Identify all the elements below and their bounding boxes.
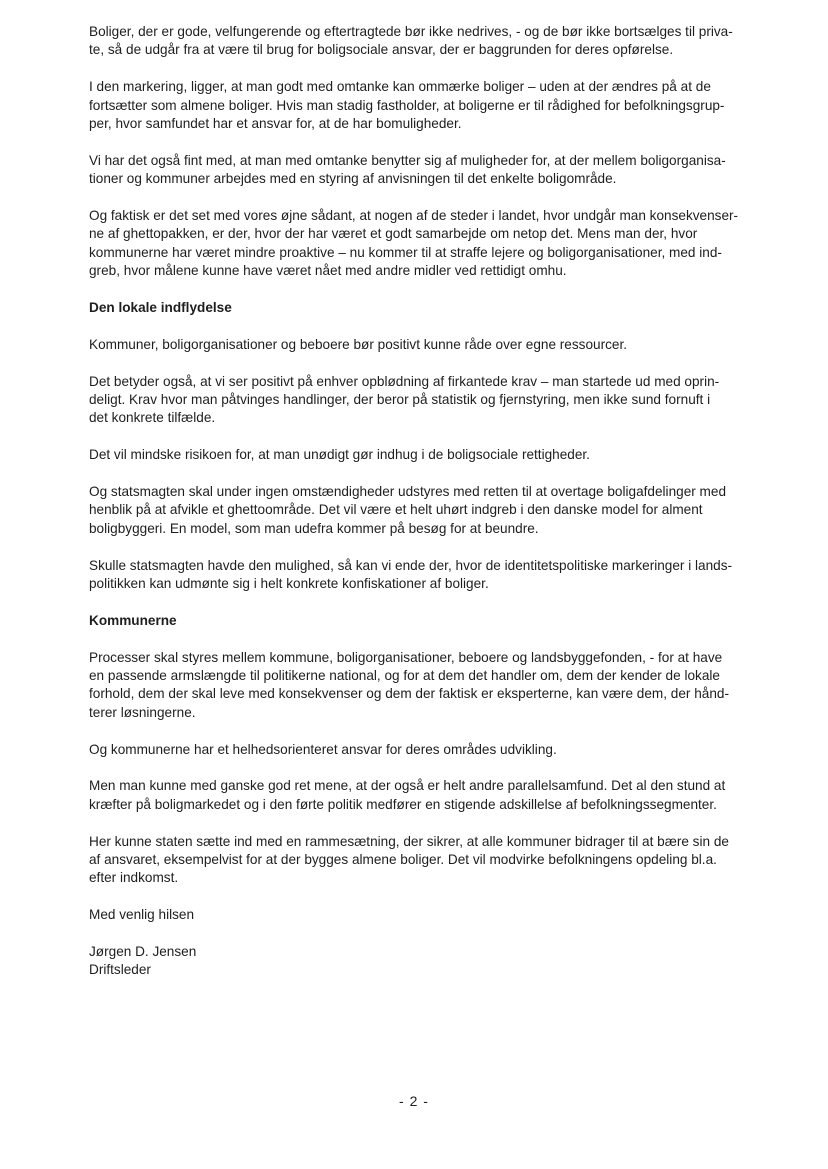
paragraph xyxy=(89,649,753,723)
text-line: Og statsmagten skal under ingen omstændigheder udstyres med retten til at overtage boligafdelinger med xyxy=(89,484,727,500)
text-line: te, så de udgår fra at være til brug for boligsociale ansvar, der er baggrunden for deres opførelse. xyxy=(89,42,674,58)
text-line: tioner og kommuner arbejdes med en styring af anvisningen til det enkelte boligområde. xyxy=(89,171,617,187)
text-line: boligbyggeri. En model, som man udefra kommer på besøg for at beundre. xyxy=(89,520,539,536)
paragraph xyxy=(89,78,753,133)
text-line: Men man kunne med ganske god ret mene, at der også er helt andre parallelsamfund. Det al den stund at xyxy=(89,778,726,794)
text-line: henblik på at afvikle et ghettoområde. Det vil være et helt uhørt indgreb i den danske model for alment xyxy=(89,502,703,518)
text-line: Og kommunerne har et helhedsorienteret ansvar for deres områdes udvikling. xyxy=(89,741,557,757)
text-line: politikken kan udmønte sig i helt konkrete konfiskationer af boliger. xyxy=(89,576,489,592)
text-line: kræfter på boligmarkedet og i den førte politik medfører en stigende adskillelse af befolkningssegmenter. xyxy=(89,796,717,812)
text-line: Vi har det også fint med, at man med omtanke benytter sig af muligheder for, at der mellem boligorganisa- xyxy=(89,152,726,168)
paragraph xyxy=(89,23,753,60)
paragraph xyxy=(89,777,753,814)
signature-block xyxy=(89,943,753,980)
text-line: Her kunne staten sætte ind med en rammesætning, der sikrer, at alle kommuner bidrager til at bære sin de xyxy=(89,833,729,849)
text-line: I den markering, ligger, at man godt med omtanke kan ommærke boliger – uden at der ændres på at de xyxy=(89,79,711,95)
letter-body xyxy=(89,23,753,980)
text-line: terer løsningerne. xyxy=(89,704,196,720)
text-line: efter indkomst. xyxy=(89,870,179,886)
text-line: fortsætter som almene boliger. Hvis man stadig fastholder, at boligerne er til rådighed for befolkningsgrup- xyxy=(89,97,725,113)
page-number: - 2 - xyxy=(399,1093,429,1109)
text-line: af ansvaret, eksempelvist for at der bygges almene boliger. Det vil modvirke befolkningens opdeling bl.a. xyxy=(89,852,717,868)
section-heading-municipalities: Kommunerne xyxy=(89,612,177,628)
paragraph xyxy=(89,336,753,354)
signature-title: Driftsleder xyxy=(89,962,151,978)
text-line: kommunerne har været mindre proaktive – nu kommer til at straffe lejere og boligorganisationer, med ind- xyxy=(89,244,722,260)
paragraph xyxy=(89,741,753,759)
text-line: greb, hvor målene kunne have været nået med andre midler ved rettidigt omhu. xyxy=(89,263,567,279)
text-line: Det vil mindske risikoen for, at man unødigt gør indhug i de boligsociale rettigheder. xyxy=(89,447,590,463)
text-line: Boliger, der er gode, velfungerende og eftertragtede bør ikke nedrives, - og de bør ikke bortsælges til priva- xyxy=(89,24,733,39)
section-heading-local-influence: Den lokale indflydelse xyxy=(89,300,232,316)
text-line: Skulle statsmagten havde den mulighed, så kan vi ende der, hvor de identitetspolitiske markeringer i lands- xyxy=(89,557,733,573)
text-line: ne af ghettopakken, er der, hvor der har været et godt samarbejde om netop det. Mens man der, hvor xyxy=(89,226,698,242)
text-line: deligt. Krav hvor man påtvinges handlinger, der beror på statistik og fjernstyring, men ikke sund fornuft i xyxy=(89,392,711,408)
text-line: en passende armslængde til politikerne national, og for at dem det handler om, dem der kender de lokale xyxy=(89,668,720,684)
text-line: Og faktisk er det set med vores øjne sådant, at nogen af de steder i landet, hvor undgår man konsekvenser- xyxy=(89,208,739,224)
paragraph xyxy=(89,557,753,594)
text-line: per, hvor samfundet har et ansvar for, at de har bomuligheder. xyxy=(89,116,462,132)
text-line: Processer skal styres mellem kommune, boligorganisationer, beboere og landsbyggefonden, - for at have xyxy=(89,649,723,665)
paragraph xyxy=(89,833,753,888)
paragraph xyxy=(89,207,753,281)
closing-greeting: Med venlig hilsen xyxy=(89,907,195,923)
paragraph xyxy=(89,373,753,428)
paragraph xyxy=(89,152,753,189)
signature-name: Jørgen D. Jensen xyxy=(89,944,197,960)
text-line: det konkrete tilfælde. xyxy=(89,410,216,426)
text-line: Kommuner, boligorganisationer og beboere bør positivt kunne råde over egne ressourcer. xyxy=(89,336,628,352)
paragraph xyxy=(89,446,753,464)
paragraph xyxy=(89,483,753,538)
text-line: Det betyder også, at vi ser positivt på enhver opblødning af firkantede krav – man startede ud med oprin- xyxy=(89,373,720,389)
text-line: forhold, dem der skal leve med konsekvenser og dem der faktisk er eksperterne, kan være dem, der hånd- xyxy=(89,686,729,702)
